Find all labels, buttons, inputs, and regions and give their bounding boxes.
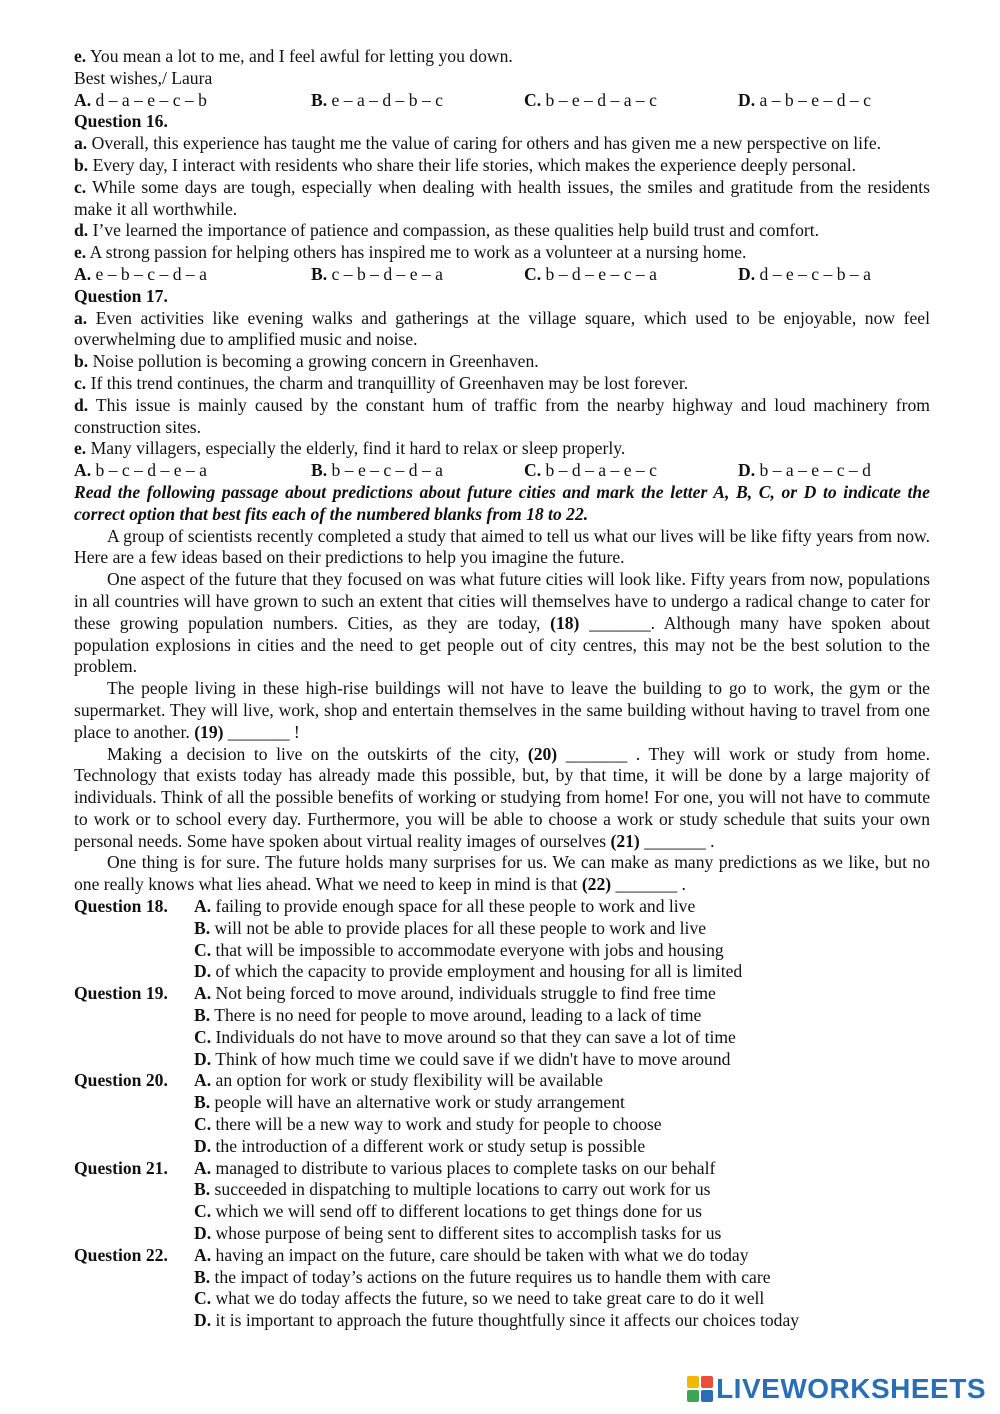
q15-item-e: e. You mean a lot to me, and I feel awful for letting you down. — [74, 46, 513, 66]
passage-instruction: Read the following passage about predictions about future cities and mark the letter A, B, C, or D to indicate the correct option that best fits each of the numbered blanks from 18 to 22. — [74, 481, 930, 524]
option-b[interactable]: B. will not be able to provide places for all these people to work and live — [194, 917, 707, 938]
passage-paragraph-5: One thing is for sure. The future holds many surprises for us. We can make as many predictions as we like, but no one really knows what lies ahead. What we need to keep in mind is that (22) _______ . — [74, 852, 930, 895]
question-20 — [74, 1070, 930, 1157]
q16-options — [74, 264, 930, 286]
option-b[interactable]: B. e – a – d – b – c — [311, 89, 443, 110]
option-b[interactable]: B. succeeded in dispatching to multiple locations to carry out work for us — [194, 1179, 711, 1200]
question-18 — [74, 896, 930, 983]
passage-paragraph-3: The people living in these high-rise buildings will not have to leave the building to go to work, the gym or the supermarket. They will live, work, shop and entertain themselves in the same building without having to travel from one place to another. (19) _______ ! — [74, 678, 930, 742]
question-label: Question 21. — [74, 1157, 168, 1178]
option-d[interactable]: D. it is important to approach the future thoughtfully since it affects our choices today — [194, 1310, 800, 1331]
option-c[interactable]: C. there will be a new way to work and study for people to choose — [194, 1114, 662, 1135]
blank-22: (22) — [581, 874, 612, 895]
option-a[interactable]: A. e – b – c – d – a — [74, 263, 207, 284]
option-c[interactable]: C. b – d – a – e – c — [524, 460, 657, 481]
question-label: Question 18. — [74, 896, 168, 917]
q17-title: Question 17. — [74, 285, 168, 306]
q16-item-b: b. Every day, I interact with residents who share their life stories, which makes the experience deeply personal. — [74, 154, 857, 175]
q16-item-c: c. While some days are tough, especially when dealing with health issues, the smiles and gratitude from the residents make it all worthwhile. — [74, 176, 930, 219]
option-a[interactable]: A. b – c – d – e – a — [74, 460, 207, 481]
option-b[interactable]: B. people will have an alternative work or study arrangement — [194, 1092, 625, 1113]
q16-title: Question 16. — [74, 111, 168, 132]
q16-item-d: d. I’ve learned the importance of patience and compassion, as these qualities help build trust and comfort. — [74, 220, 820, 241]
liveworksheets-logo-text: LIVEWORKSHEETS — [716, 1373, 986, 1404]
option-c[interactable]: C. b – e – d – a – c — [524, 89, 657, 110]
blank-18: (18) — [550, 612, 580, 633]
q16-item-e: e. A strong passion for helping others has inspired me to work as a volunteer at a nursing home. — [74, 242, 747, 263]
option-d[interactable]: D. the introduction of a different work or study setup is possible — [194, 1135, 646, 1156]
option-d[interactable]: D. whose purpose of being sent to different sites to accomplish tasks for us — [194, 1223, 722, 1244]
blank-20: (20) — [527, 743, 558, 764]
option-b[interactable]: B. c – b – d – e – a — [311, 263, 443, 284]
option-d[interactable]: D. b – a – e – c – d — [738, 460, 871, 481]
question-label: Question 19. — [74, 983, 168, 1004]
option-c[interactable]: C. what we do today affects the future, so we need to take great care to do it well — [194, 1288, 765, 1309]
liveworksheets-logo-icon — [687, 1376, 713, 1402]
q17-options — [74, 460, 930, 482]
question-label: Question 22. — [74, 1244, 168, 1265]
question-19 — [74, 983, 930, 1070]
question-label: Question 20. — [74, 1070, 168, 1091]
option-b[interactable]: B. There is no need for people to move around, leading to a lack of time — [194, 1005, 702, 1026]
option-a[interactable]: A. Not being forced to move around, individuals struggle to find free time — [194, 983, 716, 1004]
worksheet-page — [74, 46, 930, 1332]
q16-item-a: a. Overall, this experience has taught me the value of caring for others and has given me a new perspective on life. — [74, 133, 882, 154]
option-c[interactable]: C. that will be impossible to accommodate everyone with jobs and housing — [194, 939, 724, 960]
option-b[interactable]: B. the impact of today’s actions on the future requires us to handle them with care — [194, 1266, 771, 1287]
option-d[interactable]: D. a – b – e – d – c — [738, 89, 871, 110]
question-22 — [74, 1245, 930, 1332]
option-a[interactable]: A. d – a – e – c – b — [74, 89, 207, 110]
q15-signoff: Best wishes,/ Laura — [74, 67, 213, 88]
q17-item-e: e. Many villagers, especially the elderly, find it hard to relax or sleep properly. — [74, 438, 626, 459]
option-d[interactable]: D. d – e – c – b – a — [738, 263, 871, 284]
option-a[interactable]: A. an option for work or study flexibility will be available — [194, 1070, 603, 1091]
q17-item-a: a. Even activities like evening walks and gatherings at the village square, which used to be enjoyable, now feel overwhelming due to amplified music and noise. — [74, 307, 930, 350]
blank-19: (19) — [194, 721, 224, 742]
option-c[interactable]: C. b – d – e – c – a — [524, 263, 657, 284]
option-c[interactable]: C. which we will send off to different locations to get things done for us — [194, 1201, 703, 1222]
option-d[interactable]: D. Think of how much time we could save if we didn't have to move around — [194, 1048, 731, 1069]
option-a[interactable]: A. having an impact on the future, care should be taken with what we do today — [194, 1244, 749, 1265]
liveworksheets-logo[interactable] — [687, 1374, 986, 1404]
q17-item-b: b. Noise pollution is becoming a growing concern in Greenhaven. — [74, 351, 539, 372]
option-a[interactable]: A. managed to distribute to various places to complete tasks on our behalf — [194, 1157, 716, 1178]
passage-paragraph-1: A group of scientists recently completed a study that aimed to tell us what our lives will be like fifty years from now. Here are a few ideas based on their predictions to help you imagine the future. — [74, 525, 930, 568]
question-21 — [74, 1158, 930, 1245]
q17-item-c: c. If this trend continues, the charm and tranquillity of Greenhaven may be lost forever. — [74, 372, 689, 393]
blank-21: (21) — [610, 830, 640, 851]
option-c[interactable]: C. Individuals do not have to move around so that they can save a lot of time — [194, 1026, 736, 1047]
passage-paragraph-4: Making a decision to live on the outskirts of the city, (20) _______ . They will work or study from home. Technology that exists today has already made this possible, but, by that time, it will be done by a large majority of individuals. Think of all the possible benefits of working or studying from home! For one, you will not have to commute to work or to school every day. Furthermore, you will be able to choose a work or study schedule that suits your own personal needs. Some have spoken about virtual reality images of ourselves (21) _______ . — [74, 743, 930, 851]
q15-options — [74, 90, 930, 112]
q17-item-d: d. This issue is mainly caused by the constant hum of traffic from the nearby highway and loud machinery from construction sites. — [74, 394, 930, 437]
passage-paragraph-2: One aspect of the future that they focused on was what future cities will look like. Fifty years from now, populations in all countries will have grown to such an extent that cities will themselves have to undergo a radical change to cater for these growing population numbers. Cities, as they are today, (18) _______. Although many have spoken about population explosions in cities and the need to get people out of city centres, this may not be the best solution to the problem. — [74, 569, 930, 677]
option-b[interactable]: B. b – e – c – d – a — [311, 460, 443, 481]
option-d[interactable]: D. of which the capacity to provide employment and housing for all is limited — [194, 961, 743, 982]
option-a[interactable]: A. failing to provide enough space for all these people to work and live — [194, 896, 696, 917]
